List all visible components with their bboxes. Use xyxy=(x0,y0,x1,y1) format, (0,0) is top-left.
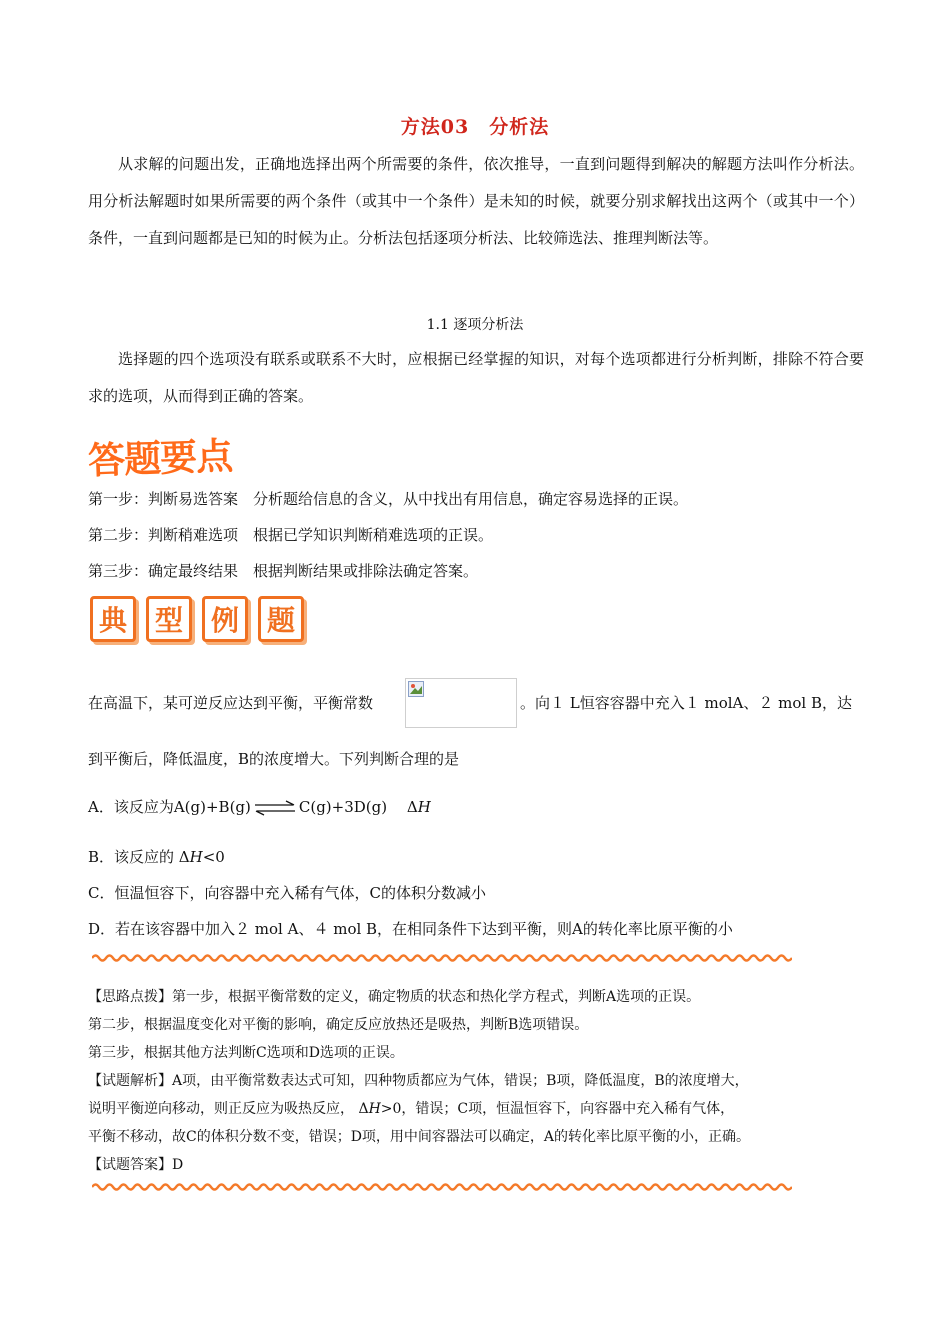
equilibrium-arrows-icon xyxy=(253,800,297,816)
subsection-paragraph: 选择题的四个选项没有联系或联系不大时，应根据已经掌握的知识，对每个选项都进行分析判断，排除不符合要求的选项，从而得到正确的答案。 xyxy=(88,350,864,405)
option-d: D．若在该容器中加入２ mol A、４ mol B，在相同条件下达到平衡，则A的转化率比原平衡的小 xyxy=(88,920,733,938)
page-title xyxy=(0,112,950,139)
subsection-heading: 1.1 逐项分析法 xyxy=(426,317,524,333)
hint-line-2: 第二步，根据温度变化对平衡的影响，确定反应放热还是吸热，判断B选项错误。 xyxy=(88,1017,589,1033)
option-c: C．恒温恒容下，向容器中充入稀有气体，C的体积分数减小 xyxy=(88,884,486,902)
typical-example-banner xyxy=(90,596,304,642)
step-1: 第一步：判断易选答案 分析题给信息的含义，从中找出有用信息，确定容易选择的正误。 xyxy=(88,490,689,508)
option-a-reactants: A．该反应为A(g)+B(g) xyxy=(88,798,251,816)
step-3: 第三步：确定最终结果 根据判断结果或排除法确定答案。 xyxy=(88,562,479,580)
method-name: 分析法 xyxy=(489,116,550,138)
solution-line-2-start: 说明平衡逆向移动，则正反应为吸热反应， Δ xyxy=(88,1101,369,1117)
option-a-products: C(g)+3D(g) Δ xyxy=(298,798,418,816)
hint-line-3: 第三步，根据其他方法判断C选项和D选项的正误。 xyxy=(88,1045,404,1061)
equilibrium-constant-image xyxy=(405,678,517,728)
answer-key-points-banner: 答题要点 xyxy=(87,433,233,483)
solution-line-1: 【试题解析】A项，由平衡常数表达式可知，四种物质都应为气体，错误；B项，降低温度，B的浓度增大， xyxy=(88,1073,749,1089)
option-b-text: B．该反应的 Δ xyxy=(88,848,190,866)
banner-char-3: 例 xyxy=(202,596,248,642)
question-line-2: 到平衡后，降低温度，B的浓度增大。下列判断合理的是 xyxy=(88,750,460,768)
answer-line: 【试题答案】D xyxy=(88,1157,184,1173)
banner-char-1: 典 xyxy=(90,596,136,642)
option-b-enthalpy-symbol: H xyxy=(189,848,203,866)
option-b xyxy=(88,846,225,867)
question-line-1 xyxy=(88,692,373,713)
question-text-before: 在高温下，某可逆反应达到平衡，平衡常数 xyxy=(88,694,374,712)
banner-char-4: 题 xyxy=(258,596,304,642)
banner-char-2: 型 xyxy=(146,596,192,642)
option-a-enthalpy-symbol: H xyxy=(417,798,431,816)
solution-line-3: 平衡不移动，故C的体积分数不变，错误；D项，用中间容器法可以确定，A的转化率比原平衡的小，正确。 xyxy=(88,1129,751,1145)
method-number: 方法03 xyxy=(400,116,470,138)
solution-enthalpy-symbol: H xyxy=(368,1101,381,1117)
solution-line-2-end: >0，错误；C项，恒温恒容下，向容器中充入稀有气体， xyxy=(380,1101,735,1117)
step-2: 第二步：判断稍难选项 根据已学知识判断稍难选项的正误。 xyxy=(88,526,494,544)
option-b-sign: <0 xyxy=(202,848,225,866)
option-a xyxy=(88,796,431,817)
wave-divider-bottom xyxy=(92,1180,792,1194)
broken-image-icon xyxy=(408,681,424,697)
question-line-1-end: 。向１ L恒容容器中充入１ molA、２ mol B，达 xyxy=(520,694,852,712)
solution-line-2 xyxy=(88,1098,734,1120)
intro-paragraph: 从求解的问题出发，正确地选择出两个所需要的条件，依次推导，一直到问题得到解决的解题方法叫作分析法。用分析法解题时如果所需要的两个条件（或其中一个条件）是未知的时候，就要分别求解找出这两个（或其中一个）条件，一直到问题都是已知的时候为止。分析法包括逐项分析法、比较筛选法、推理判断法等。 xyxy=(88,155,864,247)
wave-divider-top xyxy=(92,951,792,965)
hint-line-1: 【思路点拨】第一步，根据平衡常数的定义，确定物质的状态和热化学方程式，判断A选项的正误。 xyxy=(88,989,701,1005)
